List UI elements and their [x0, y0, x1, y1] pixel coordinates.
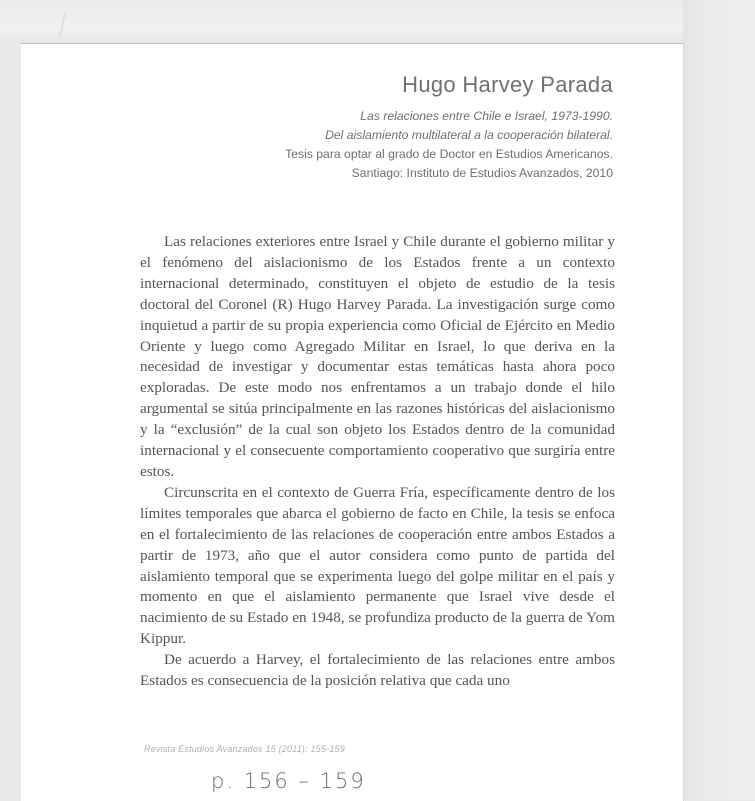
journal-citation: Revista Estudios Avanzados 15 (2011): 155-159 — [144, 744, 345, 754]
review-header — [285, 72, 613, 183]
scan-right-margin — [683, 0, 755, 800]
paragraph: Circunscrita en el contexto de Guerra Fría, específicamente dentro de los límites temporales que abarca el gobierno de facto en Chile, la tesis se enfoca en el fortalecimiento de las relaciones de cooperación entre ambos Estados a partir de 1973, año que el autor considera como punto de partida del aislamiento temporal que se experimenta luego del golpe militar en el país y momento en que el aislamiento permanente que Israel vive desde el nacimiento de su Estado en 1948, se profundiza producto de la guerra de Yom Kippur. — [140, 483, 615, 648]
author-name: Hugo Harvey Parada — [402, 72, 613, 97]
document-page — [21, 43, 683, 801]
handwritten-page-note: p. 156 – 159 — [211, 769, 366, 793]
thesis-degree: Tesis para optar al grado de Doctor en Estudios Americanos. — [285, 147, 613, 161]
scan-top-margin — [0, 0, 755, 44]
paragraph: De acuerdo a Harvey, el fortalecimiento de las relaciones entre ambos Estados es consecuencia de la posición relativa que cada uno — [140, 651, 615, 690]
thesis-publisher: Santiago: Instituto de Estudios Avanzados, 2010 — [351, 166, 613, 180]
review-body — [140, 232, 615, 692]
paragraph: Las relaciones exteriores entre Israel y Chile durante el gobierno militar y el fenómeno del aislacionismo de los Estados frente a un contexto internacional determinado, constituyen el objeto de estudio de la tesis doctoral del Coronel (R) Hugo Harvey Parada. La investigación surge como inquietud a partir de su propia experiencia como Oficial de Ejército en Medio Oriente y luego como Agregado Militar en Israel, lo que deriva en la necesidad de investigar y documentar estas temáticas hasta ahora poco exploradas. De este modo nos enfrentamos a un trabajo donde el hilo argumental se sitúa principalmente en las razones históricas del aislacionismo y la “exclusión” de la cual son objeto los Estados dentro de la comunidad internacional y el consecuente comportamiento cooperativo que surgiría entre estos. — [140, 233, 615, 480]
thesis-subtitle: Del aislamiento multilateral a la cooperación bilateral. — [325, 128, 613, 142]
thesis-title: Las relaciones entre Chile e Israel, 1973-1990. — [360, 109, 613, 123]
